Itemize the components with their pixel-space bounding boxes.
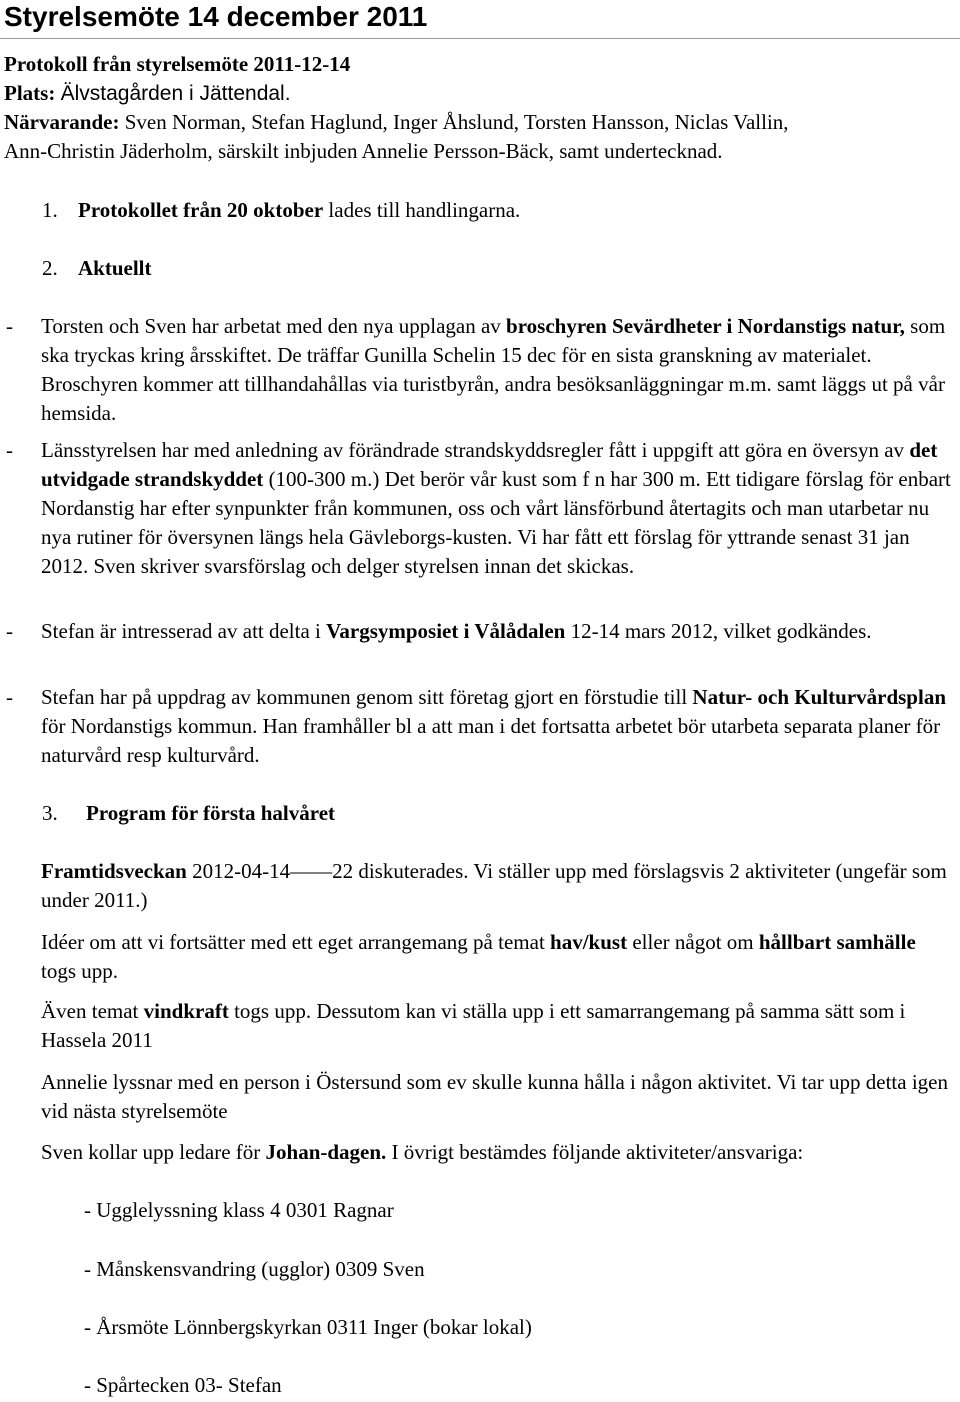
- bullet-bold: broschyren Sevärdheter i Nordanstigs natur,: [506, 314, 905, 338]
- protocol-line: Protokoll från styrelsemöte 2011-12-14: [4, 52, 351, 76]
- present-value: Sven Norman, Stefan Haglund, Inger Åhslund, Torsten Hansson, Niclas Vallin,: [124, 110, 789, 134]
- item-1-text: [78, 196, 520, 225]
- paragraph-ideer: Idéer om att vi fortsätter med ett eget arrangemang på temat hav/kust eller något om hållbart samhälle togs upp.: [41, 930, 916, 983]
- item-3-number: 3.: [42, 801, 58, 825]
- paragraph-johan-dagen: Sven kollar upp ledare för Johan-dagen. I övrigt bestämdes följande aktiviteter/ansvariga:: [41, 1140, 804, 1164]
- present-line-2: Ann-Christin Jäderholm, särskilt inbjuden Annelie Persson-Bäck, samt undertecknad.: [4, 139, 723, 163]
- bullet-dash: -: [6, 314, 13, 338]
- bullet-bold: det utvidgade strandskyddet: [41, 438, 938, 491]
- item-2-heading: Aktuellt: [78, 256, 152, 280]
- place-value: Älvstagården i Jättendal.: [60, 82, 291, 105]
- activity-item: - Årsmöte Lönnbergskyrkan 0311 Inger (bokar lokal): [84, 1315, 532, 1339]
- paragraph-framtidsveckan: Framtidsveckan 2012-04-14——22 diskuterades. Vi ställer upp med förslagsvis 2 aktiviteter (ungefär som under 2011.): [41, 859, 947, 912]
- bullet-bold: Vargsymposiet i Vålådalen: [326, 619, 566, 643]
- item-3-heading: Program för första halvåret: [86, 801, 336, 825]
- present-line: [4, 108, 789, 137]
- bullet-dash: -: [6, 685, 13, 709]
- bullet-item: Torsten och Sven har arbetat med den nya upplagan av broschyren Sevärdheter i Nordanstigs natur, som ska tryckas kring årsskiftet. De träffar Gunilla Schelin 15 dec för en sista granskning av materialet. Broschyren kommer att tillhandahållas via turistbyrån, andra besöksanläggningar m.m. samt läggs ut på vår hemsida.: [41, 314, 946, 425]
- item-2-number: 2.: [42, 256, 58, 280]
- page-title: Styrelsemöte 14 december 2011: [4, 1, 428, 32]
- bullet-item: Länsstyrelsen har med anledning av förändrade strandskyddsregler fått i uppgift att göra en översyn av det utvidgade strandskyddet (100-300 m.) Det berör vår kust som f n har 300 m. Ett tidigare förslag för enbart Nordanstig har efter synpunkter från kommunen, oss och vårt länsförbund återtagits och man utarbetar nu nya rutiner för översynen längs hela Gävleborgs-kusten. Vi har fått ett förslag för yttrande senast 31 jan 2012. Sven skriver svarsförslag och delger styrelsen innan det skickas.: [41, 438, 951, 578]
- paragraph-annelie: Annelie lyssnar med en person i Östersund som ev skulle kunna hålla i någon aktivitet. Vi tar upp detta igen vid nästa styrelsemöte: [41, 1070, 948, 1123]
- paragraph-vindkraft: Även temat vindkraft togs upp. Dessutom kan vi ställa upp i ett samarrangemang på samma sätt som i Hassela 2011: [41, 999, 906, 1052]
- title-divider: [0, 38, 960, 39]
- bullet-item: Stefan är intresserad av att delta i Vargsymposiet i Vålådalen 12-14 mars 2012, vilket godkändes.: [41, 619, 872, 643]
- bullet-item: Stefan har på uppdrag av kommunen genom sitt företag gjort en förstudie till Natur- och Kulturvårdsplan för Nordanstigs kommun. Han framhåller bl a att man i det fortsatta arbetet bör utarbeta separata planer för naturvård resp kulturvård.: [41, 685, 947, 767]
- activity-item: - Månskensvandring (ugglor) 0309 Sven: [84, 1257, 425, 1281]
- bullet-bold: Natur- och Kulturvårdsplan: [692, 685, 947, 709]
- bullet-dash: -: [6, 619, 13, 643]
- item-1-rest: lades till handlingarna.: [323, 198, 521, 222]
- place-label: Plats:: [4, 81, 56, 105]
- activity-item: - Ugglelyssning klass 4 0301 Ragnar: [84, 1198, 394, 1222]
- item-1-number: 1.: [42, 198, 58, 222]
- meeting-header: [4, 50, 789, 166]
- place-line: [4, 79, 789, 108]
- bullet-dash: -: [6, 438, 13, 462]
- activity-item: - Spårtecken 03- Stefan: [84, 1373, 282, 1397]
- present-label: Närvarande:: [4, 110, 120, 134]
- item-1-bold: Protokollet från 20 oktober: [78, 198, 324, 222]
